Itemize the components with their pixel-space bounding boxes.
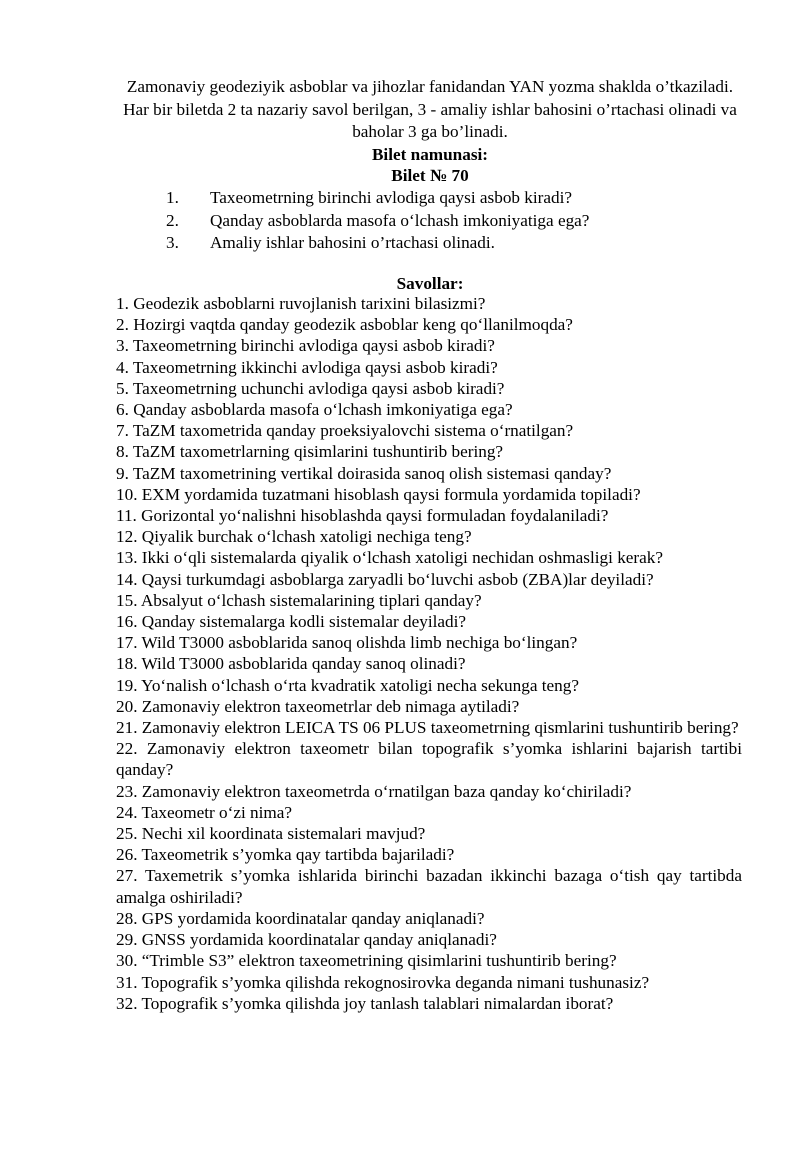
question-item: 20. Zamonaviy elektron taxeometrlar deb nimaga aytiladi? bbox=[116, 696, 520, 716]
ticket-question bbox=[166, 210, 589, 233]
question-item: 9. TaZM taxometrining vertikal doirasida sanoq olish sistemasi qanday? bbox=[116, 463, 612, 483]
question-item: 22. Zamonaviy elektron taxeometr bilan topografik s’yomka ishlarini bajarish tartibi qanday? bbox=[116, 739, 742, 780]
question-item: 18. Wild T3000 asboblarida qanday sanoq olinadi? bbox=[116, 654, 466, 674]
question-item: 14. Qaysi turkumdagi asboblarga zaryadli boʻluvchi asbob (ZBA)lar deyiladi? bbox=[116, 569, 654, 589]
question-item: 3. Taxeometrning birinchi avlodiga qaysi asbob kiradi? bbox=[116, 336, 495, 356]
ticket-question-list bbox=[166, 187, 589, 255]
question-item: 29. GNSS yordamida koordinatalar qanday aniqlanadi? bbox=[116, 930, 497, 950]
question-item: 2. Hozirgi vaqtda qanday geodezik asboblar keng qoʻllanilmoqda? bbox=[116, 315, 573, 335]
question-item: 21. Zamonaviy elektron LEICA TS 06 PLUS taxeometrning qismlarini tushuntirib bering? bbox=[116, 718, 739, 738]
question-item: 6. Qanday asboblarda masofa oʻlchash imkoniyatiga ega? bbox=[116, 400, 513, 420]
question-item: 27. Taxemetrik s’yomka ishlarida birinchi bazadan ikkinchi bazaga oʻtish qay tartibda amalga oshiriladi? bbox=[116, 866, 742, 907]
questions-heading: Savollar: bbox=[396, 274, 464, 293]
question-item: 13. Ikki oʻqli sistemalarda qiyalik oʻlchash xatoligi nechidan oshmasligi kerak? bbox=[116, 548, 663, 568]
question-item: 25. Nechi xil koordinata sistemalari mavjud? bbox=[116, 824, 426, 844]
question-item: 16. Qanday sistemalarga kodli sistemalar deyiladi? bbox=[116, 612, 467, 632]
ticket-question-text: Qanday asboblarda masofa oʻlchash imkoniyatiga ega? bbox=[210, 210, 590, 230]
question-item: 26. Taxeometrik s’yomka qay tartibda bajariladi? bbox=[116, 845, 455, 865]
question-item: 7. TaZM taxometrida qanday proeksiyalovchi sistema oʻrnatilgan? bbox=[116, 421, 574, 441]
ticket-question-number: 2. bbox=[166, 210, 179, 230]
question-item: 1. Geodezik asboblarni ruvojlanish tarixini bilasizmi? bbox=[116, 294, 486, 313]
ticket-question-text: Amaliy ishlar bahosini o’rtachasi olinadi. bbox=[210, 233, 495, 252]
ticket-question bbox=[166, 187, 589, 210]
question-item: 15. Absalyut oʻlchash sistemalarining tiplari qanday? bbox=[116, 590, 482, 610]
question-item: 19. Yoʻnalish oʻlchash oʻrta kvadratik xatoligi necha sekunga teng? bbox=[116, 675, 579, 695]
ticket-question-text: Taxeometrning birinchi avlodiga qaysi asbob kiradi? bbox=[210, 188, 573, 207]
questions-list bbox=[116, 293, 742, 1014]
question-item: 11. Gorizontal yoʻnalishni hisoblashda qaysi formuladan foydalaniladi? bbox=[116, 506, 609, 526]
question-item: 17. Wild T3000 asboblarida sanoq olishda limb nechiga boʻlingan? bbox=[116, 633, 578, 653]
ticket-question-number: 1. bbox=[166, 188, 179, 207]
question-item: 23. Zamonaviy elektron taxeometrda oʻrnatilgan baza qanday koʻchiriladi? bbox=[116, 781, 632, 801]
question-item: 10. EXM yordamida tuzatmani hisoblash qaysi formula yordamida topiladi? bbox=[116, 484, 641, 504]
question-item: 8. TaZM taxometrlarning qisimlarini tushuntirib bering? bbox=[116, 442, 504, 462]
question-item: 4. Taxeometrning ikkinchi avlodiga qaysi asbob kiradi? bbox=[116, 357, 498, 377]
question-item: 5. Taxeometrning uchunchi avlodiga qaysi asbob kiradi? bbox=[116, 378, 505, 398]
ticket-question-number: 3. bbox=[166, 233, 179, 252]
ticket-number-heading: Bilet № 70 bbox=[391, 166, 469, 185]
question-item: 28. GPS yordamida koordinatalar qanday aniqlanadi? bbox=[116, 908, 485, 928]
question-item: 24. Taxeometr oʻzi nima? bbox=[116, 802, 293, 822]
sample-ticket-heading: Bilet namunasi: bbox=[371, 145, 489, 164]
question-item: 30. “Trimble S3” elektron taxeometrining qisimlarini tushuntirib bering? bbox=[116, 951, 617, 971]
intro-paragraph: Zamonaviy geodeziyik asboblar va jihozlar fanidandan YAN yozma shaklda o’tkaziladi. Har bir biletda 2 ta nazariy savol berilgan, 3 - amaliy ishlar bahosini o’rtachasi olinadi va baholar 3 ga bo’linadi. bbox=[123, 77, 737, 141]
question-item: 12. Qiyalik burchak oʻlchash xatoligi nechiga teng? bbox=[116, 527, 472, 547]
ticket-question bbox=[166, 232, 589, 255]
question-item: 32. Topografik s’yomka qilishda joy tanlash talablari nimalardan iborat? bbox=[116, 993, 614, 1013]
question-item: 31. Topografik s’yomka qilishda rekognosirovka deganda nimani tushunasiz? bbox=[116, 972, 650, 992]
